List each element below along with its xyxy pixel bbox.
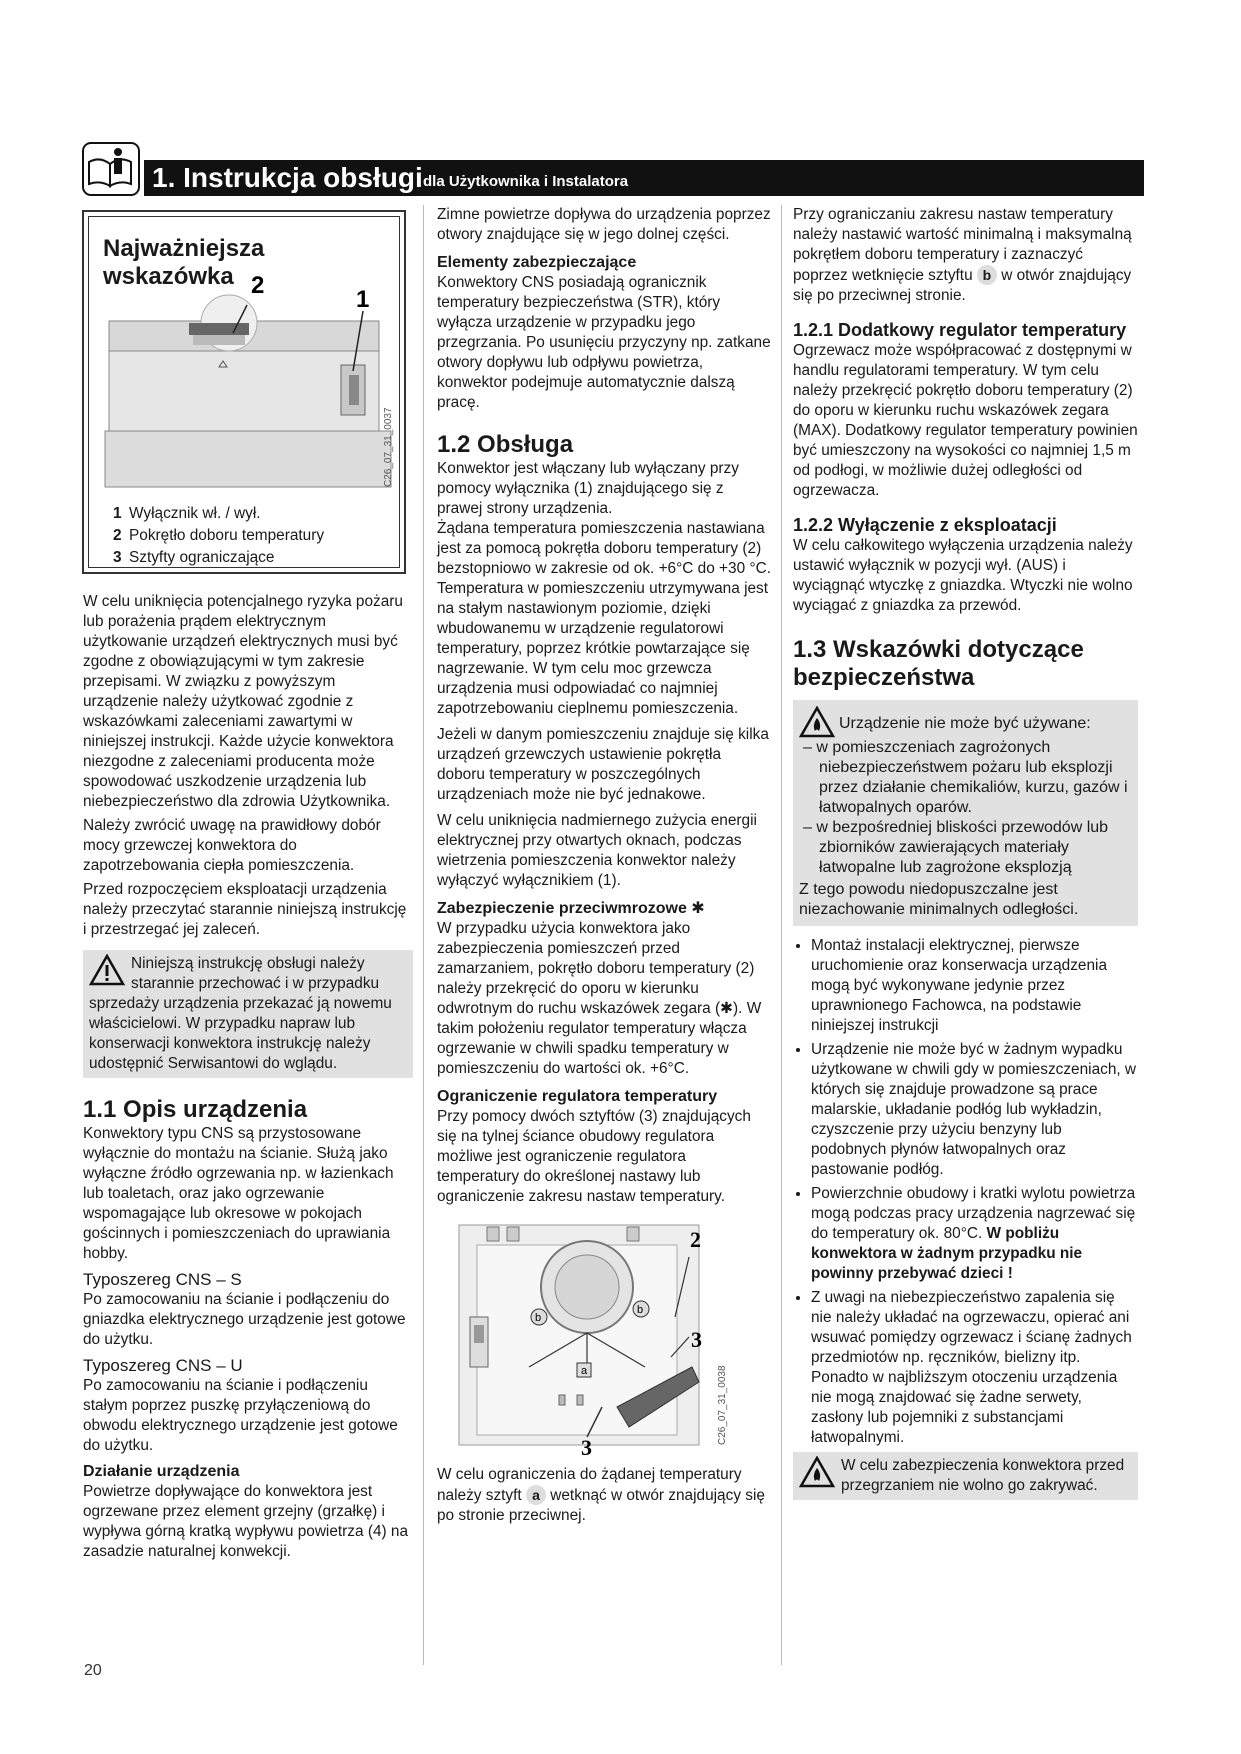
callout-1: 1 <box>356 286 370 313</box>
subheading: Elementy zabezpieczające <box>437 254 637 271</box>
warning-item: – w pomieszczeniach zagrożonych niebezpieczeństwem pożaru lub eksplozji przez działanie chemikaliów, kurzu, gazów i łatwopalnych oparów. <box>803 739 1128 816</box>
warning-triangle-icon <box>89 954 125 986</box>
paragraph: Należy zwrócić uwagę na prawidłowy dobór mocy grzewczej konwektora do zapotrzebowania ciepła pomieszczenia. <box>83 817 381 874</box>
section-title: 1. Instrukcja obsługi <box>152 162 423 193</box>
paragraph: Konwektor jest włączany lub wyłączany przy pomocy wyłącznika (1) znajdującego się z prawej strony urządzenia. <box>437 460 739 517</box>
safety-warning-box <box>793 700 1138 926</box>
column-separator <box>423 205 424 1665</box>
warning-intro: Urządzenie nie może być używane: <box>839 715 1091 732</box>
final-note-box <box>793 1452 1138 1500</box>
list-item: • Z uwagi na niebezpieczeństwo zapalenia się nie należy układać na ogrzewaczu, opierać ani wsuwać pomiędzy ogrzewacz i ścianę żadnych przedmiotów np. ręczników, bielizny itp. Ponadto w najbliższym otoczeniu urządzenia nie mogą znajdować się żadne serwety, zasłony lub pojemniki z substancjami łatwopalnymi. <box>811 1288 1138 1448</box>
figure-code: C26_07_31_0038 <box>717 1365 728 1445</box>
callout-3: 3 <box>581 1435 592 1457</box>
paragraph: Konwektory CNS posiadają ogranicznik temperatury bezpieczeństwa (STR), który wyłącza urządzenie w przypadku jego przegrzania. Po usunięciu przyczyny np. zatkane otwory dopływu lub odpływu powietrza, konwektor podejmuje automatycznie dalszą pracę. <box>437 274 771 411</box>
paragraph: W przypadku użycia konwektora jako zabezpieczenia pomieszczeń przed zamarzaniem, pokrętło doboru temperatury (2) należy przekręcić do oporu w kierunku odwrotnym do ruchu wskazówek zegara (✱). W takim położeniu regulator temperatury włącza ogrzewanie w chwili spadku temperatury w pomieszczeniu do wartości ok. +6°C. <box>437 920 762 1077</box>
paragraph: W celu uniknięcia nadmiernego zużycia energii elektrycznej przy otwartych oknach, podczas wietrzenia pomieszczenia konwektor należy wyłączyć wyłącznikiem (1). <box>437 812 757 889</box>
regulator-figure <box>437 1217 737 1457</box>
paragraph: Powietrze dopływające do konwektora jest ogrzewane przez element grzejny (grzałkę) i wypływa górną kratką wypływu powietrza (4) na zasadzie naturalnej konwekcji. <box>83 1483 409 1560</box>
pin-a-badge: a <box>526 1485 546 1505</box>
list-item: • Powierzchnie obudowy i kratki wylotu powietrza mogą podczas pracy urządzenia nagrzewać się do temperatury ok. 80°C. W pobliżu konwektora w żadnym przypadku nie powinny przebywać dzieci ! <box>811 1184 1138 1284</box>
heading-122: 1.2.2 Wyłączenie z eksploatacji <box>793 515 1057 535</box>
legend-item: 3 Sztyfty ograniczające <box>113 549 275 566</box>
paragraph: Przed rozpoczęciem eksploatacji urządzenia należy przeczytać starannie niniejszą instrukcję i przestrzegać jej zaleceń. <box>83 881 407 938</box>
subheading: Typoszereg CNS – S <box>83 1270 242 1289</box>
fire-warning-icon <box>799 706 835 738</box>
pin-b-badge: b <box>977 265 997 285</box>
paragraph: Przy ograniczaniu zakresu nastaw temperatury należy nastawić wartość minimalną i maksymalną pokrętłem doboru temperatury i zaznaczyć poprzez wetknięcie sztyftu b w otwór znajdujący się po przeciwnej stronie. <box>793 206 1132 304</box>
book-info-icon <box>82 142 140 196</box>
callout-2: 2 <box>251 275 265 299</box>
paragraph: W celu uniknięcia potencjalnego ryzyka pożaru lub porażenia prądem elektrycznym użytkowanie urządzeń elektrycznych musi być zgodne z obowiązującymi w tym zakresie przepisami. W związku z powyższym urządzenie należy użytkować zgodnie z wskazówkami zaleceniami zawartymi w niniejszej instrukcji. Każde użycie konwektora niezgodne z zaleceniami producenta może spowodować uszkodzenie urządzenia lub niebezpieczeństwo dla zdrowia Użytkownika. <box>83 593 403 810</box>
paragraph: Zimne powietrze dopływa do urządzenia poprzez otwory znajdujące się w jego dolnej części. <box>437 206 771 243</box>
paragraph: Przy pomocy dwóch sztyftów (3) znajdujących się na tylnej ściance obudowy regulatora możliwe jest ograniczenie regulatora temperatury do określonej nastawy lub ograniczenie zakresu nastaw temperatury. <box>437 1108 751 1205</box>
column-2 <box>437 205 772 1526</box>
paragraph: Po zamocowaniu na ścianie i podłączeniu stałym poprzez puszkę przyłączeniową do obwodu elektrycznego urządzenie jest gotowe do użytku. <box>83 1377 398 1454</box>
note-box <box>83 950 413 1078</box>
subheading: Zabezpieczenie przeciwmrozowe ✱ <box>437 900 705 917</box>
callout-3: 3 <box>691 1327 702 1352</box>
warning-outro: Z tego powodu niedopuszczalne jest niezachowanie minimalnych odległości. <box>799 881 1079 918</box>
paragraph: Ogrzewacz może współpracować z dostępnymi w handlu regulatorami temperatury. W tym celu należy przekręcić pokrętło doboru temperatury (2) do oporu w kierunku ruchu wskazówek zegara (MAX). Dodatkowy regulator temperatury powinien być umieszczony na wysokości co najmniej 1,5 m od podłogi, w możliwie dużej odległości od ogrzewacza. <box>793 342 1138 499</box>
heading-obsluga: 1.2 Obsługa <box>437 431 574 458</box>
figure-code: C26_07_31_0037 <box>383 407 394 487</box>
warning-item: – w bezpośredniej bliskości przewodów lub zbiorników zawierających materiały łatwopalne lub zagrożone eksplozją <box>803 819 1109 876</box>
paragraph: Konwektory typu CNS są przystosowane wyłącznie do montażu na ścianie. Służą jako wyłączne źródło ogrzewania np. w łazienkach lub toaletach, oraz jako ogrzewanie wspomagające lub okresowe w pokojach gościnnych i pomieszczeniach do uprawiania hobby. <box>83 1125 394 1262</box>
paragraph: Żądana temperatura pomieszczenia nastawiana jest za pomocą pokrętła doboru temperatury (2) bezstopniowo w zakresie od ok. +6°C do +30 °C. Temperatura w pomieszczeniu utrzymywana jest na stałym nastawionym poziomie, dzięki wbudowanemu w urządzenie regulatorowi temperatury, poprzez krótkie powtarzające się nagrzewanie. W tym celu moc grzewcza urządzenia musi odpowiadać co najmniej zapotrzebowaniu cieplnemu pomieszczenia. <box>437 520 771 717</box>
legend-item: 2 Pokrętło doboru temperatury <box>113 527 325 544</box>
paragraph: Jeżeli w danym pomieszczeniu znajduje się kilka urządzeń grzewczych ustawienie pokrętła doboru temperatury w poszczególnych urządzeniach może nie być jednakowe. <box>437 726 769 803</box>
important-note-title: Najważniejsza wskazówka <box>103 235 265 290</box>
label-b: b <box>637 1304 644 1316</box>
final-note-text: W celu zabezpieczenia konwektora przed przegrzaniem nie wolno go zakrywać. <box>841 1457 1125 1494</box>
list-item: • Montaż instalacji elektrycznej, pierwsze uruchomienie oraz konserwacja urządzenia mogą być wykonywane jedynie przez uprawnionego Fachowca, na podstawie niniejszej instrukcji <box>811 936 1138 1036</box>
subheading: Typoszereg CNS – U <box>83 1356 243 1375</box>
heading-121: 1.2.1 Dodatkowy regulator temperatury <box>793 320 1127 340</box>
fire-warning-icon <box>799 1456 835 1488</box>
column-3 <box>793 205 1138 1500</box>
section-header-bar <box>144 160 1144 196</box>
heading-opis: 1.1 Opis urządzenia <box>83 1096 308 1123</box>
note-text: Niniejszą instrukcję obsługi należy starannie przechować i w przypadku sprzedaży urządzenia przekazać ją nowemu właścicielowi. W przypadku napraw lub konserwacji konwektora instrukcję należy udostępnić Serwisantowi do wglądu. <box>89 955 392 1072</box>
heading-13: 1.3 Wskazówki dotyczące bezpieczeństwa <box>793 636 1084 691</box>
label-a: a <box>581 1365 588 1377</box>
subheading: Działanie urządzenia <box>83 1463 240 1480</box>
paragraph: W celu całkowitego wyłączenia urządzenia należy ustawić wyłącznik w pozycji wył. (AUS) i wyciągnąć wtyczkę z gniazdka. Wtyczki nie wolno wyciągać z gniazdka za przewód. <box>793 537 1133 614</box>
label-b: b <box>535 1312 542 1324</box>
legend-item: 1 Wyłącznik wł. / wył. <box>113 505 261 522</box>
column-1 <box>83 592 413 1562</box>
subheading: Ograniczenie regulatora temperatury <box>437 1088 718 1105</box>
page-number: 20 <box>84 1662 102 1679</box>
legend-list <box>113 503 324 569</box>
device-figure <box>101 275 399 495</box>
column-separator <box>781 205 782 1665</box>
important-note-box <box>82 210 406 574</box>
callout-2: 2 <box>690 1227 701 1252</box>
list-item: • Urządzenie nie może być w żadnym wypadku użytkowane w chwili gdy w pomieszczeniach, w których się znajduje prowadzone są prace malarskie, układanie podłóg lub wykładzin, czyszczenie przy użyciu benzyny lub podobnych płynów łatwopalnych oraz pastowanie podłóg. <box>811 1040 1138 1180</box>
safety-bullets <box>793 936 1138 1448</box>
paragraph: Po zamocowaniu na ścianie i podłączeniu do gniazdka elektrycznego urządzenie jest gotowe do użytku. <box>83 1291 406 1348</box>
section-subtitle: dla Użytkownika i Instalatora <box>423 173 629 190</box>
paragraph: W celu ograniczenia do żądanej temperatury należy sztyft a wetknąć w otwór znajdujący się po stronie przeciwnej. <box>437 1466 765 1524</box>
